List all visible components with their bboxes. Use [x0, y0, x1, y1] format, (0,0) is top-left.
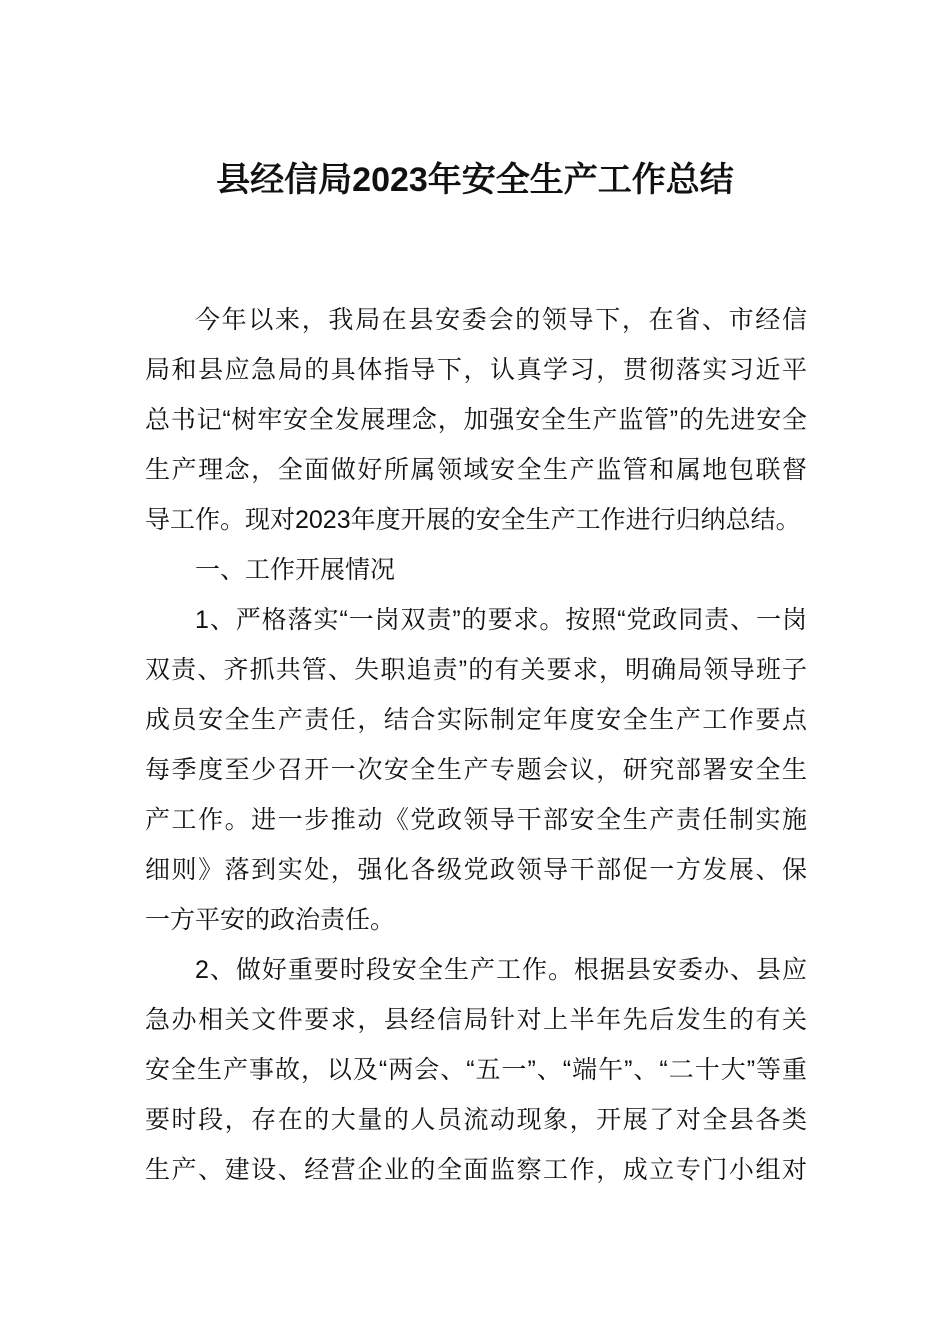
- paragraph-line: 双责、齐抓共管、失职追责”的有关要求，明确局领导班子: [145, 656, 807, 684]
- paragraph-line: 细则》落到实处，强化各级党政领导干部促一方发展、保: [145, 856, 807, 884]
- paragraph-line: 急办相关文件要求，县经信局针对上半年先后发生的有关: [145, 1006, 807, 1034]
- paragraph-line: 要时段，存在的大量的人员流动现象，开展了对全县各类: [145, 1106, 807, 1134]
- paragraph-line: 1、严格落实“一岗双责”的要求。按照“党政同责、一岗: [195, 606, 807, 634]
- paragraph-line: 总书记“树牢安全发展理念，加强安全生产监管”的先进安全: [145, 406, 807, 434]
- document-body: [145, 295, 807, 1195]
- paragraph-line: 生产、建设、经营企业的全面监察工作，成立专门小组对: [145, 1156, 807, 1184]
- paragraph-line: 局和县应急局的具体指导下，认真学习，贯彻落实习近平: [145, 356, 807, 384]
- paragraph-line: 产工作。进一步推动《党政领导干部安全生产责任制实施: [145, 806, 807, 834]
- paragraph-line: 今年以来，我局在县安委会的领导下，在省、市经信: [195, 306, 807, 334]
- paragraph-line: 生产理念，全面做好所属领域安全生产监管和属地包联督: [145, 456, 807, 484]
- paragraph-line: 导工作。现对2023年度开展的安全生产工作进行归纳总结。: [145, 506, 801, 534]
- paragraph-line: 2、做好重要时段安全生产工作。根据县安委办、县应: [195, 956, 807, 984]
- paragraph-line: 一方平安的政治责任。: [145, 906, 396, 934]
- document-title: 县经信局2023年安全生产工作总结: [216, 161, 734, 199]
- paragraph-line: 每季度至少召开一次安全生产专题会议，研究部署安全生: [145, 756, 807, 784]
- section-heading: 一、工作开展情况: [195, 556, 396, 584]
- paragraph-line: 成员安全生产责任，结合实际制定年度安全生产工作要点: [145, 706, 807, 734]
- paragraph-line: 安全生产事故，以及“两会、“五一”、“端午”、“二十大”等重: [145, 1056, 807, 1084]
